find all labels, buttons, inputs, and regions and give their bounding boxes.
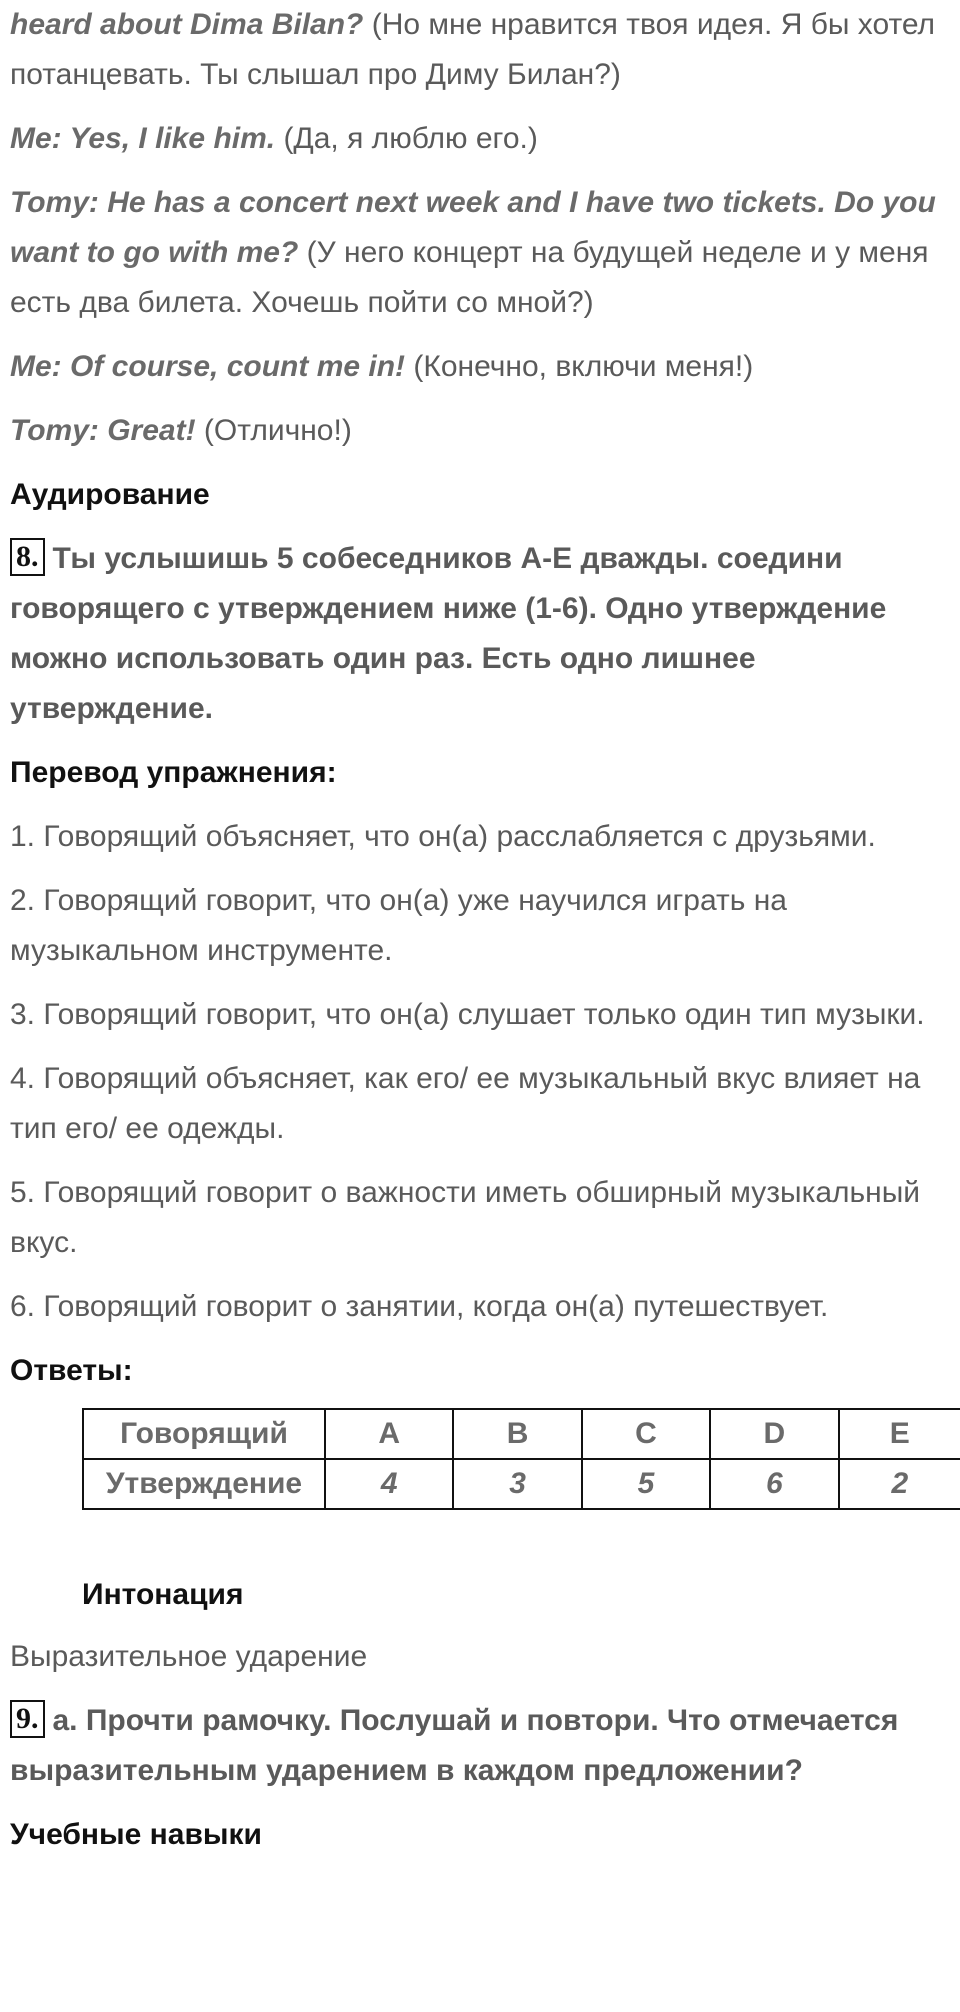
dialogue-line-1 [10, 0, 950, 100]
dialogue-ru: (Да, я люблю его.) [275, 122, 538, 155]
dialogue-ru: (Конечно, включи меня!) [405, 350, 754, 383]
table-cell-speaker: C [582, 1409, 710, 1459]
table-cell-speaker: E [839, 1409, 960, 1459]
statement-2: 2. Говорящий говорит, что он(а) уже научился играть на музыкальном инструменте. [10, 884, 787, 967]
table-cell-answer: 4 [325, 1459, 453, 1509]
table-row [83, 1409, 960, 1459]
intonation-heading: Интонация [82, 1578, 244, 1611]
task-9 [10, 1696, 950, 1796]
translation-heading: Перевод упражнения: [10, 756, 337, 789]
dialogue-ru: (Отлично!) [195, 414, 352, 447]
answers-heading: Ответы: [10, 1354, 133, 1387]
statement-3: 3. Говорящий говорит, что он(а) слушает только один тип музыки. [10, 998, 925, 1031]
dialogue-en: Me: Yes, I like him. [10, 122, 276, 155]
dialogue-en: heard about Dima Bilan? [10, 8, 364, 41]
task-8-text: Ты услышишь 5 собеседников А-Е дважды. соедини говорящего с утверждением ниже (1-6). Одно утверждение можно использовать один раз. Есть одно лишнее утверждение. [10, 542, 887, 725]
statement-1: 1. Говорящий объясняет, что он(а) расслабляется с друзьями. [10, 820, 876, 853]
task-9-text: a. Прочти рамочку. Послушай и повтори. Что отмечается выразительным ударением в каждом предложении? [10, 1704, 899, 1787]
dialogue-ru: (У него концерт на будущей неделе и у меня есть два билета. Хочешь пойти со мной?) [10, 236, 929, 319]
listening-heading: Аудирование [10, 478, 210, 511]
dialogue-line-4 [10, 342, 950, 392]
intonation-subheading: Выразительное ударение [10, 1640, 368, 1673]
statement-5: 5. Говорящий говорит о важности иметь обширный музыкальный вкус. [10, 1176, 921, 1259]
table-cell-answer: 2 [839, 1459, 960, 1509]
table-row-label: Утверждение [83, 1459, 325, 1509]
task-8 [10, 534, 950, 734]
table-cell-speaker: D [710, 1409, 838, 1459]
table-cell-answer: 5 [582, 1459, 710, 1509]
table-cell-answer: 6 [710, 1459, 838, 1509]
dialogue-en: Me: Of course, count me in! [10, 350, 406, 383]
dialogue-line-5 [10, 406, 950, 456]
dialogue-line-2 [10, 114, 950, 164]
answers-table [82, 1408, 960, 1510]
table-row-label: Говорящий [83, 1409, 325, 1459]
table-cell-speaker: B [453, 1409, 581, 1459]
statement-6: 6. Говорящий говорит о занятии, когда он(а) путешествует. [10, 1290, 829, 1323]
dialogue-en: Tomy: He has a concert next week and I have two tickets. Do you want to go with me? [10, 186, 936, 269]
task-number-badge: 8. [10, 538, 45, 576]
task-number-badge: 9. [10, 1700, 45, 1738]
dialogue-ru: (Но мне нравится твоя идея. Я бы хотел потанцевать. Ты слышал про Диму Билан?) [10, 8, 936, 91]
dialogue-line-3 [10, 178, 950, 328]
table-row [83, 1459, 960, 1509]
study-skills-heading: Учебные навыки [10, 1818, 262, 1851]
table-cell-speaker: A [325, 1409, 453, 1459]
statement-4: 4. Говорящий объясняет, как его/ ее музыкальный вкус влияет на тип его/ ее одежды. [10, 1062, 921, 1145]
table-cell-answer: 3 [453, 1459, 581, 1509]
dialogue-en: Tomy: Great! [10, 414, 196, 447]
